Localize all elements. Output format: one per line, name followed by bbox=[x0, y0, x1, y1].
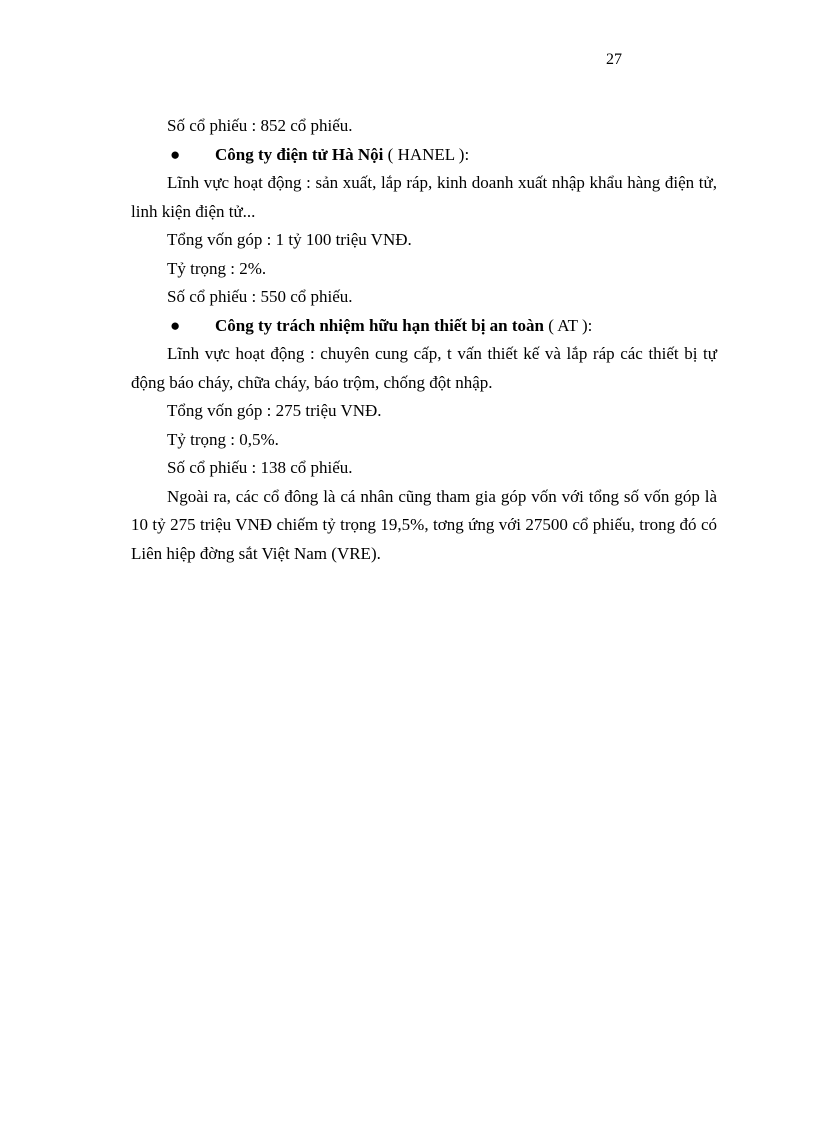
document-body bbox=[131, 112, 717, 568]
company-abbrev: ( HANEL ): bbox=[383, 144, 470, 164]
paragraph: Lĩnh vực hoạt động : chuyên cung cấp, t vấn thiết kế và lắp ráp các thiết bị tự động báo cháy, chữa cháy, báo trộm, chống đột nhập. bbox=[131, 344, 717, 392]
paragraph: Lĩnh vực hoạt động : sản xuất, lắp ráp, kinh doanh xuất nhập khẩu hàng điện tử, linh kiện điện tử... bbox=[131, 173, 717, 221]
paragraph: Ngoài ra, các cổ đông là cá nhân cũng tham gia góp vốn với tổng số vốn góp là 10 tỷ 275 triệu VNĐ chiếm tỷ trọng 19,5%, tơng ứng với 27500 cổ phiếu, trong đó có Liên hiệp đờng sắt Việt Nam (VRE). bbox=[131, 486, 717, 563]
company-name: Công ty trách nhiệm hữu hạn thiết bị an toàn bbox=[215, 315, 545, 335]
bullet-icon: ● bbox=[170, 144, 181, 164]
paragraph: Tỷ trọng : 0,5%. bbox=[167, 429, 279, 449]
company-name: Công ty điện tử Hà Nội bbox=[215, 144, 384, 164]
bullet-item-at bbox=[131, 312, 717, 341]
paragraph: Số cổ phiếu : 852 cổ phiếu. bbox=[167, 116, 353, 135]
paragraph: Số cổ phiếu : 138 cổ phiếu. bbox=[167, 458, 353, 477]
paragraph: Số cổ phiếu : 550 cổ phiếu. bbox=[167, 287, 353, 306]
bullet-item-hanel bbox=[131, 141, 717, 170]
paragraph: Tổng vốn góp : 275 triệu VNĐ. bbox=[167, 401, 382, 420]
paragraph: Tổng vốn góp : 1 tỷ 100 triệu VNĐ. bbox=[167, 230, 412, 249]
bullet-icon: ● bbox=[170, 315, 181, 335]
company-abbrev: ( AT ): bbox=[544, 315, 593, 335]
paragraph: Tỷ trọng : 2%. bbox=[167, 258, 267, 278]
page-number: 27 bbox=[606, 51, 622, 68]
